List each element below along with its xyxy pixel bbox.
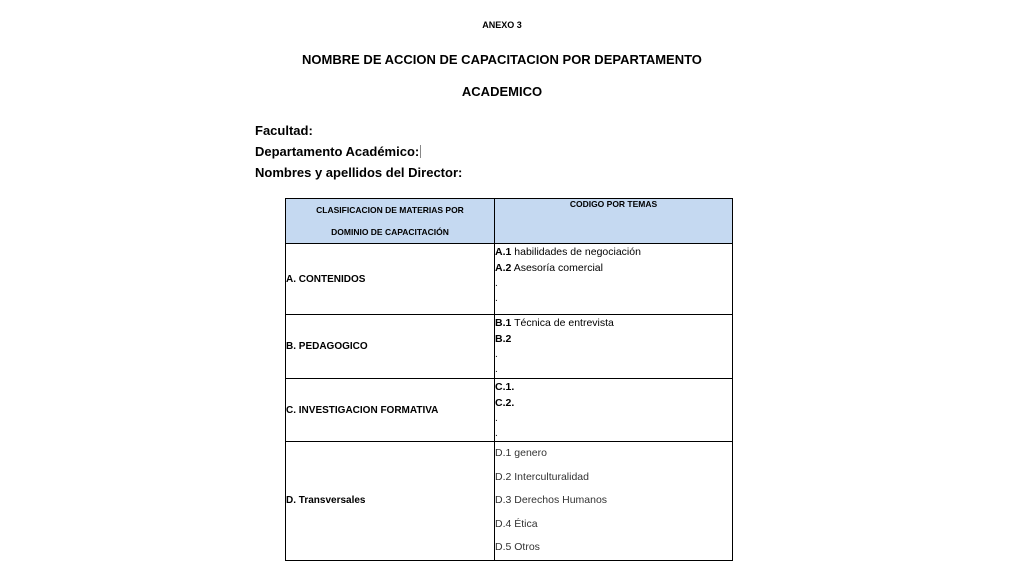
field-departamento[interactable]: Departamento Académico: [255, 141, 462, 162]
code-item [495, 411, 732, 426]
code-text: Interculturalidad [514, 470, 589, 483]
code-id: B.2 [495, 333, 512, 345]
code-text: Asesoría comercial [513, 262, 603, 274]
code-text: Derechos Humanos [514, 494, 608, 506]
code-item [495, 442, 732, 466]
document-title-line2: ACADEMICO [461, 84, 543, 99]
code-id: A.1 [495, 246, 512, 258]
classification-table [285, 198, 733, 561]
code-item [495, 362, 732, 377]
code-id: . [495, 349, 498, 360]
header-classification [286, 199, 495, 244]
code-id: C.1. [495, 381, 515, 393]
code-id: . [495, 413, 498, 424]
code-item [495, 260, 732, 276]
code-text: Ética [514, 517, 538, 530]
codes-cell [495, 315, 733, 379]
category-cell: C. INVESTIGACION FORMATIVA [286, 379, 495, 442]
field-facultad: Facultad: [255, 123, 313, 138]
table-row [286, 379, 733, 442]
category-cell: D. Transversales [286, 442, 495, 561]
code-id: D.2 [495, 470, 512, 483]
code-text: Otros [514, 541, 540, 553]
category-cell: A. CONTENIDOS [286, 244, 495, 315]
code-item [495, 331, 732, 347]
code-id: . [495, 278, 498, 289]
code-id: D.1 [495, 447, 512, 459]
code-item [495, 315, 732, 331]
table-header-row [286, 199, 733, 244]
field-director: Nombres y apellidos del Director: [255, 165, 463, 180]
code-id: . [495, 428, 498, 439]
code-text: habilidades de negociación [514, 246, 641, 258]
code-item [495, 347, 732, 362]
header-classification-line2: DOMINIO DE CAPACITACIÓN [331, 227, 449, 237]
annex-label: ANEXO 3 [482, 20, 522, 30]
table-row [286, 244, 733, 315]
code-id: C.2. [495, 397, 515, 409]
code-text: genero [514, 447, 547, 459]
table-row [286, 315, 733, 379]
header-classification-line1: CLASIFICACION DE MATERIAS POR [316, 205, 464, 215]
code-item [495, 276, 732, 291]
code-item [495, 489, 732, 513]
code-item [495, 426, 732, 441]
code-id: . [495, 293, 498, 304]
codes-cell [495, 379, 733, 442]
code-id: B.1 [495, 317, 512, 329]
code-id: A.2 [495, 262, 512, 274]
code-item [495, 244, 732, 260]
code-id: D.4 [495, 517, 512, 530]
codes-cell [495, 244, 733, 315]
codes-cell [495, 442, 733, 561]
code-item [495, 395, 732, 411]
code-item [495, 291, 732, 306]
code-item [495, 513, 732, 537]
code-text: Técnica de entrevista [514, 317, 614, 329]
code-id: D.5 [495, 541, 512, 553]
category-cell: B. PEDAGOGICO [286, 315, 495, 379]
code-id: D.3 [495, 494, 512, 506]
code-item [495, 536, 732, 560]
header-codes: CODIGO POR TEMAS [495, 199, 733, 244]
header-fields [255, 120, 462, 183]
code-id: . [495, 364, 498, 375]
document-title-line1: NOMBRE DE ACCION DE CAPACITACION POR DEPARTAMENTO [302, 52, 702, 67]
table-row [286, 442, 733, 561]
code-item [495, 466, 732, 490]
code-item [495, 379, 732, 395]
